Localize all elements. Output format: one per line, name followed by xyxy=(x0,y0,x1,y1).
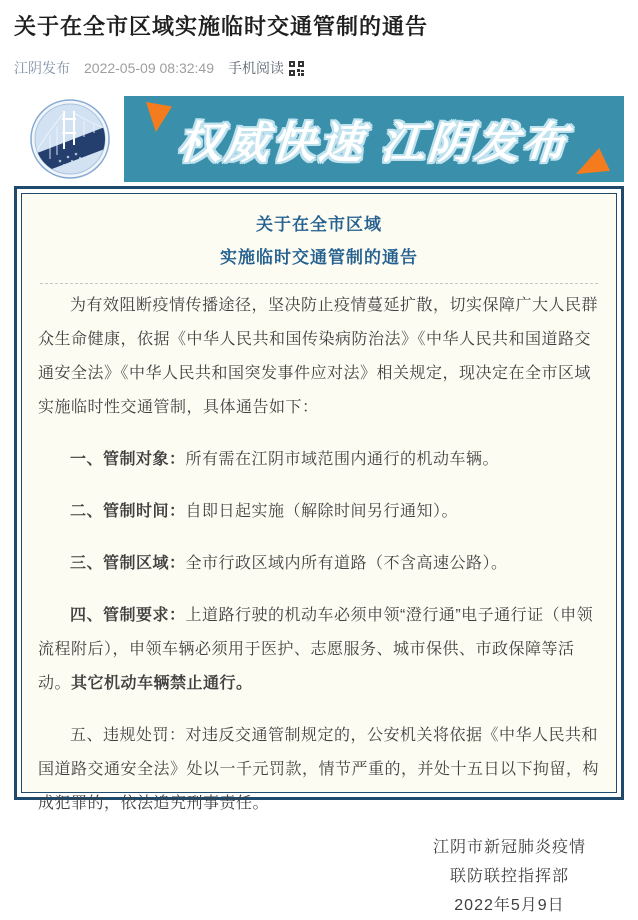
notice-title xyxy=(38,208,600,274)
item-5-lead: 五、违规处罚： xyxy=(70,727,186,744)
item-4-lead: 四、管制要求： xyxy=(70,607,186,624)
banner-teal-strip xyxy=(124,96,624,182)
article-meta xyxy=(14,58,624,78)
item-4-emphasis: 其它机动车辆禁止通行。 xyxy=(71,675,253,692)
item-4-text: 上道路行驶的机动车必须申领“澄行通”电子通行证（申领流程附后），申领车辆必须用于医护、志愿服务、城市保供、市政保障等活动。 xyxy=(38,607,594,692)
publish-datetime: 2022-05-09 08:32:49 xyxy=(84,60,214,76)
page-title: 关于在全市区域实施临时交通管制的通告 xyxy=(14,14,429,39)
dashed-divider xyxy=(40,283,598,284)
item-3-text: 全市行政区域内所有道路（不含高速公路）。 xyxy=(185,555,508,572)
orange-triangle-left-icon xyxy=(146,102,172,132)
notice-item-1 xyxy=(38,443,600,477)
item-2-lead: 二、管制时间： xyxy=(70,503,186,520)
signature-block xyxy=(433,833,586,920)
notice-title-line2: 实施临时交通管制的通告 xyxy=(220,248,418,267)
qr-code-icon xyxy=(289,61,304,76)
orange-triangle-right-icon xyxy=(576,148,610,174)
banner-image xyxy=(14,96,624,182)
item-5-text: 对违反交通管制规定的，公安机关将依据《中华人民共和国道路交通安全法》处以一千元罚款，情节严重的，并处十五日以下拘留，构成犯罪的，依法追究刑事责任。 xyxy=(38,727,600,812)
signature-date: 2022年5月9日 xyxy=(454,897,565,914)
notice-item-3 xyxy=(38,547,600,581)
mobile-read-button[interactable] xyxy=(228,58,304,78)
jiangyin-bridge-logo xyxy=(30,99,110,179)
item-2-text: 自即日起实施（解除时间另行通知）。 xyxy=(185,503,459,520)
notice-item-2 xyxy=(38,495,600,529)
notice-box xyxy=(14,186,624,914)
item-1-lead: 一、管制对象： xyxy=(70,451,186,468)
mobile-read-label: 手机阅读 xyxy=(228,60,284,76)
notice-intro: 为有效阻断疫情传播途径，坚决防止疫情蔓延扩散，切实保障广大人民群众生命健康，依据《中华人民共和国传染病防治法》《中华人民共和国道路交通安全法》《中华人民共和国突发事件应对法》相关规定，现决定在全市区域实施临时性交通管制，具体通告如下： xyxy=(38,297,599,416)
item-1-text: 所有需在江阴市域范围内通行的机动车辆。 xyxy=(185,451,500,468)
notice-item-4 xyxy=(38,599,600,701)
notice-title-line1: 关于在全市区域 xyxy=(256,215,382,234)
source-link[interactable]: 江阴发布 xyxy=(14,60,70,76)
item-3-lead: 三、管制区域： xyxy=(70,555,186,572)
signature-line2: 联防联控指挥部 xyxy=(449,868,569,885)
signature-line1: 江阴市新冠肺炎疫情 xyxy=(432,839,586,856)
notice-paper xyxy=(21,193,617,914)
banner-slogan: 权威快速 江阴发布 xyxy=(176,119,572,168)
notice-item-5 xyxy=(38,719,600,821)
